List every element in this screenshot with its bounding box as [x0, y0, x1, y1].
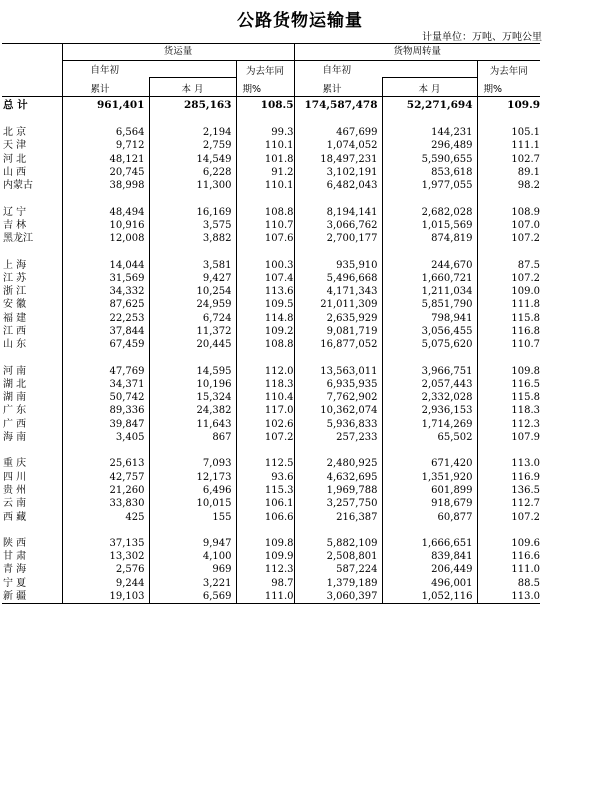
cell-v5: 144,231	[382, 126, 477, 139]
cell-v3: 118.3	[236, 378, 294, 391]
table-row	[2, 510, 540, 523]
cell-v5: 60,877	[382, 510, 477, 523]
cell-v6: 87.5	[477, 258, 540, 271]
cell-v4: 1,969,788	[294, 484, 382, 497]
cell-v4: 5,882,109	[294, 537, 382, 550]
cell-v4: 2,700,177	[294, 232, 382, 245]
cell-v2: 10,196	[149, 378, 236, 391]
cell-v3: 110.7	[236, 219, 294, 232]
table-row	[2, 153, 540, 166]
cell-v3: 114.8	[236, 312, 294, 325]
cell-v2: 867	[149, 431, 236, 444]
cell-v3: 113.6	[236, 285, 294, 298]
header-freight-turnover: 货物周转量	[294, 44, 540, 61]
table-row	[2, 338, 540, 351]
table-row	[2, 378, 540, 391]
cell-v2: 3,575	[149, 219, 236, 232]
cell-v3: 108.8	[236, 338, 294, 351]
cell-v4: 6,935,935	[294, 378, 382, 391]
region-name: 内蒙古	[3, 180, 33, 192]
cell-v4: 13,563,011	[294, 364, 382, 377]
cell-v3: 115.3	[236, 484, 294, 497]
header-cumulative-volume: 累计	[62, 78, 149, 97]
table-row	[2, 205, 540, 218]
cell-v3: 117.0	[236, 404, 294, 417]
cell-v1: 6,564	[62, 126, 149, 139]
table-row	[2, 179, 540, 192]
region-name: 宁 夏	[3, 577, 27, 589]
cell-v1: 48,494	[62, 205, 149, 218]
cell-v5: 52,271,694	[382, 97, 477, 114]
cell-v2: 10,015	[149, 497, 236, 510]
header-month-volume: 本 月	[149, 78, 236, 97]
cell-v4: 2,508,801	[294, 550, 382, 563]
cell-v5: 2,332,028	[382, 391, 477, 404]
spacer-row	[2, 192, 540, 205]
cell-v3: 101.8	[236, 153, 294, 166]
cell-v2: 3,221	[149, 577, 236, 590]
cell-v2: 6,569	[149, 590, 236, 604]
cell-v2: 9,427	[149, 272, 236, 285]
table-row	[2, 563, 540, 576]
region-name: 浙 江	[3, 286, 27, 298]
cell-v6: 108.9	[477, 205, 540, 218]
cell-v6: 116.8	[477, 325, 540, 338]
cell-v1: 37,844	[62, 325, 149, 338]
table-row	[2, 258, 540, 271]
cell-v4: 174,587,478	[294, 97, 382, 114]
cell-v6: 112.7	[477, 497, 540, 510]
cell-v3: 102.6	[236, 418, 294, 431]
cell-v4: 2,635,929	[294, 312, 382, 325]
cell-v3: 91.2	[236, 166, 294, 179]
cell-v1: 13,302	[62, 550, 149, 563]
cell-v4: 4,632,695	[294, 471, 382, 484]
cell-v4: 935,910	[294, 258, 382, 271]
cell-v3: 111.0	[236, 590, 294, 604]
table-row	[2, 457, 540, 470]
cell-v6: 111.1	[477, 139, 540, 152]
cell-v1: 42,757	[62, 471, 149, 484]
cell-v2: 11,300	[149, 179, 236, 192]
region-name: 青 海	[3, 564, 27, 576]
region-name: 湖 北	[3, 378, 27, 390]
header-ytd-turnover: 自年初	[294, 61, 477, 78]
cell-v2: 2,759	[149, 139, 236, 152]
cell-v3: 110.4	[236, 391, 294, 404]
cell-v1: 425	[62, 510, 149, 523]
region-name: 山 西	[3, 167, 27, 179]
cell-v6: 105.1	[477, 126, 540, 139]
cell-v5: 3,056,455	[382, 325, 477, 338]
cell-v1: 10,916	[62, 219, 149, 232]
cell-v2: 16,169	[149, 205, 236, 218]
unit-label: 计量单位：万吨、万吨公里	[422, 32, 542, 43]
cell-v5: 798,941	[382, 312, 477, 325]
header-yoy-turnover-2: 期%	[477, 78, 540, 97]
cell-v3: 112.5	[236, 457, 294, 470]
cell-v1: 33,830	[62, 497, 149, 510]
cell-v6: 116.6	[477, 550, 540, 563]
cell-v2: 4,100	[149, 550, 236, 563]
cell-v2: 12,173	[149, 471, 236, 484]
cell-v3: 109.8	[236, 537, 294, 550]
table-row	[2, 590, 540, 604]
cell-v1: 67,459	[62, 338, 149, 351]
cell-v6: 107.2	[477, 272, 540, 285]
cell-v6: 116.9	[477, 471, 540, 484]
cell-v3: 112.0	[236, 364, 294, 377]
cell-v6: 109.9	[477, 97, 540, 114]
header-yoy-turnover-1: 为去年同	[477, 61, 540, 78]
cell-v1: 38,998	[62, 179, 149, 192]
cell-v4: 3,066,762	[294, 219, 382, 232]
cell-v4: 21,011,309	[294, 298, 382, 311]
cell-v4: 3,257,750	[294, 497, 382, 510]
cell-v2: 7,093	[149, 457, 236, 470]
cell-v5: 3,966,751	[382, 364, 477, 377]
page-title: 公路货物运输量	[237, 11, 363, 31]
region-name: 天 津	[3, 140, 27, 152]
table-row	[2, 550, 540, 563]
cell-v4: 18,497,231	[294, 153, 382, 166]
cell-v3: 108.8	[236, 205, 294, 218]
cell-v6: 109.8	[477, 364, 540, 377]
region-name: 广 东	[3, 405, 27, 417]
cell-v1: 9,712	[62, 139, 149, 152]
table-row	[2, 497, 540, 510]
region-name: 重 庆	[3, 458, 27, 470]
spacer-row	[2, 524, 540, 537]
cell-v1: 89,336	[62, 404, 149, 417]
cell-v6: 107.0	[477, 219, 540, 232]
cell-v6: 115.8	[477, 391, 540, 404]
cell-v4: 1,074,052	[294, 139, 382, 152]
cell-v3: 108.5	[236, 97, 294, 114]
spacer-row	[2, 113, 540, 126]
cell-v5: 1,052,116	[382, 590, 477, 604]
cell-v2: 285,163	[149, 97, 236, 114]
region-name: 海 南	[3, 432, 27, 444]
cell-v3: 110.1	[236, 179, 294, 192]
cell-v5: 5,590,655	[382, 153, 477, 166]
freight-table	[2, 43, 540, 604]
cell-v2: 6,496	[149, 484, 236, 497]
cell-v1: 19,103	[62, 590, 149, 604]
cell-v6: 112.3	[477, 418, 540, 431]
region-name: 四 川	[3, 471, 27, 483]
cell-v3: 109.9	[236, 550, 294, 563]
cell-v6: 136.5	[477, 484, 540, 497]
total-row	[2, 97, 540, 114]
table-row	[2, 312, 540, 325]
cell-v6: 113.0	[477, 457, 540, 470]
cell-v4: 16,877,052	[294, 338, 382, 351]
cell-v4: 257,233	[294, 431, 382, 444]
cell-v2: 24,959	[149, 298, 236, 311]
region-name: 上 海	[3, 259, 27, 271]
table-row	[2, 404, 540, 417]
cell-v3: 93.6	[236, 471, 294, 484]
cell-v1: 37,135	[62, 537, 149, 550]
cell-v5: 1,714,269	[382, 418, 477, 431]
cell-v6: 107.9	[477, 431, 540, 444]
cell-v1: 31,569	[62, 272, 149, 285]
cell-v5: 5,075,620	[382, 338, 477, 351]
cell-v6: 113.0	[477, 590, 540, 604]
cell-v2: 14,595	[149, 364, 236, 377]
cell-v5: 874,819	[382, 232, 477, 245]
table-row	[2, 364, 540, 377]
cell-v5: 496,001	[382, 577, 477, 590]
region-name: 西 藏	[3, 511, 27, 523]
cell-v4: 467,699	[294, 126, 382, 139]
cell-v5: 601,899	[382, 484, 477, 497]
header-ytd-volume: 自年初	[62, 61, 236, 78]
cell-v2: 20,445	[149, 338, 236, 351]
region-name: 河 北	[3, 153, 27, 165]
cell-v4: 1,379,189	[294, 577, 382, 590]
spacer-row	[2, 351, 540, 364]
cell-v2: 11,372	[149, 325, 236, 338]
table-row	[2, 484, 540, 497]
table-row	[2, 272, 540, 285]
region-name: 吉 林	[3, 219, 27, 231]
cell-v4: 6,482,043	[294, 179, 382, 192]
cell-v6: 111.0	[477, 563, 540, 576]
cell-v3: 110.1	[236, 139, 294, 152]
cell-v1: 20,745	[62, 166, 149, 179]
cell-v5: 1,977,055	[382, 179, 477, 192]
cell-v5: 1,351,920	[382, 471, 477, 484]
header-cumulative-turnover: 累计	[294, 78, 382, 97]
cell-v6: 110.7	[477, 338, 540, 351]
cell-v1: 47,769	[62, 364, 149, 377]
cell-v2: 6,724	[149, 312, 236, 325]
cell-v4: 8,194,141	[294, 205, 382, 218]
header-yoy-volume-2: 期%	[236, 78, 294, 97]
region-name: 江 苏	[3, 272, 27, 284]
cell-v3: 107.2	[236, 431, 294, 444]
region-name: 江 西	[3, 326, 27, 337]
region-name: 云 南	[3, 498, 27, 510]
cell-v2: 155	[149, 510, 236, 523]
region-name: 辽 宁	[3, 206, 27, 218]
cell-v2: 3,581	[149, 258, 236, 271]
cell-v5: 1,015,569	[382, 219, 477, 232]
spacer-row	[2, 444, 540, 457]
cell-v2: 3,882	[149, 232, 236, 245]
cell-v5: 206,449	[382, 563, 477, 576]
region-name: 河 南	[3, 365, 27, 377]
cell-v6: 111.8	[477, 298, 540, 311]
cell-v6: 118.3	[477, 404, 540, 417]
cell-v4: 5,496,668	[294, 272, 382, 285]
cell-v1: 3,405	[62, 431, 149, 444]
region-name: 贵 州	[3, 484, 27, 496]
cell-v5: 918,679	[382, 497, 477, 510]
cell-v6: 102.7	[477, 153, 540, 166]
cell-v5: 296,489	[382, 139, 477, 152]
cell-v4: 9,081,719	[294, 325, 382, 338]
cell-v2: 10,254	[149, 285, 236, 298]
cell-v5: 1,666,651	[382, 537, 477, 550]
cell-v3: 100.3	[236, 258, 294, 271]
table-row	[2, 219, 540, 232]
cell-v5: 5,851,790	[382, 298, 477, 311]
cell-v4: 7,762,902	[294, 391, 382, 404]
table-row	[2, 285, 540, 298]
table-row	[2, 537, 540, 550]
cell-v1: 22,253	[62, 312, 149, 325]
region-name: 湖 南	[3, 392, 27, 404]
cell-v5: 671,420	[382, 457, 477, 470]
cell-v3: 109.5	[236, 298, 294, 311]
table-row	[2, 139, 540, 152]
cell-v1: 25,613	[62, 457, 149, 470]
table-row	[2, 166, 540, 179]
cell-v6: 109.6	[477, 537, 540, 550]
cell-v1: 34,371	[62, 378, 149, 391]
cell-v1: 9,244	[62, 577, 149, 590]
region-name: 北 京	[3, 127, 27, 139]
table-row	[2, 298, 540, 311]
cell-v4: 3,060,397	[294, 590, 382, 604]
cell-v4: 10,362,074	[294, 404, 382, 417]
cell-v6: 109.0	[477, 285, 540, 298]
table-row	[2, 325, 540, 338]
cell-v1: 2,576	[62, 563, 149, 576]
cell-v1: 12,008	[62, 232, 149, 245]
cell-v1: 48,121	[62, 153, 149, 166]
table-row	[2, 471, 540, 484]
cell-v2: 24,382	[149, 404, 236, 417]
header-month-turnover: 本 月	[382, 78, 477, 97]
header-yoy-volume-1: 为去年同	[236, 61, 294, 78]
cell-v4: 2,480,925	[294, 457, 382, 470]
cell-v5: 2,057,443	[382, 378, 477, 391]
cell-v2: 14,549	[149, 153, 236, 166]
cell-v3: 109.2	[236, 325, 294, 338]
cell-v5: 2,936,153	[382, 404, 477, 417]
cell-v6: 89.1	[477, 166, 540, 179]
table-row	[2, 431, 540, 444]
cell-v1: 14,044	[62, 258, 149, 271]
cell-v4: 587,224	[294, 563, 382, 576]
cell-v4: 5,936,833	[294, 418, 382, 431]
region-name: 新 疆	[2, 590, 62, 604]
spacer-row	[2, 245, 540, 258]
cell-v5: 839,841	[382, 550, 477, 563]
cell-v4: 4,171,343	[294, 285, 382, 298]
cell-v3: 107.4	[236, 272, 294, 285]
cell-v3: 107.6	[236, 232, 294, 245]
region-name: 黑龙江	[3, 233, 33, 245]
cell-v6: 107.2	[477, 232, 540, 245]
cell-v5: 1,660,721	[382, 272, 477, 285]
cell-v5: 65,502	[382, 431, 477, 444]
cell-v6: 116.5	[477, 378, 540, 391]
cell-v3: 106.6	[236, 510, 294, 523]
table-row	[2, 232, 540, 245]
cell-v2: 11,643	[149, 418, 236, 431]
cell-v3: 99.3	[236, 126, 294, 139]
cell-v3: 112.3	[236, 563, 294, 576]
region-name: 甘 肃	[3, 551, 27, 563]
cell-v4: 216,387	[294, 510, 382, 523]
cell-v1: 34,332	[62, 285, 149, 298]
region-name: 广 西	[3, 418, 27, 430]
cell-v1: 39,847	[62, 418, 149, 431]
cell-v2: 969	[149, 563, 236, 576]
cell-v2: 9,947	[149, 537, 236, 550]
cell-v1: 87,625	[62, 298, 149, 311]
table-row	[2, 418, 540, 431]
cell-v4: 3,102,191	[294, 166, 382, 179]
cell-v6: 115.8	[477, 312, 540, 325]
cell-v5: 1,211,034	[382, 285, 477, 298]
cell-v1: 21,260	[62, 484, 149, 497]
region-name: 福 建	[3, 312, 27, 324]
region-name: 山 东	[3, 339, 27, 351]
cell-v1: 50,742	[62, 391, 149, 404]
cell-v3: 106.1	[236, 497, 294, 510]
region-name: 总 计	[3, 99, 28, 111]
table-row	[2, 577, 540, 590]
cell-v2: 6,228	[149, 166, 236, 179]
table-row	[2, 391, 540, 404]
cell-v6: 107.2	[477, 510, 540, 523]
cell-v5: 2,682,028	[382, 205, 477, 218]
cell-v2: 15,324	[149, 391, 236, 404]
cell-v1: 961,401	[62, 97, 149, 114]
cell-v6: 98.2	[477, 179, 540, 192]
region-name: 陕 西	[3, 537, 27, 549]
cell-v5: 244,670	[382, 258, 477, 271]
cell-v5: 853,618	[382, 166, 477, 179]
cell-v2: 2,194	[149, 126, 236, 139]
table-row	[2, 126, 540, 139]
region-name: 安 徽	[3, 299, 27, 311]
header-freight-volume: 货运量	[62, 44, 294, 61]
cell-v3: 98.7	[236, 577, 294, 590]
cell-v6: 88.5	[477, 577, 540, 590]
